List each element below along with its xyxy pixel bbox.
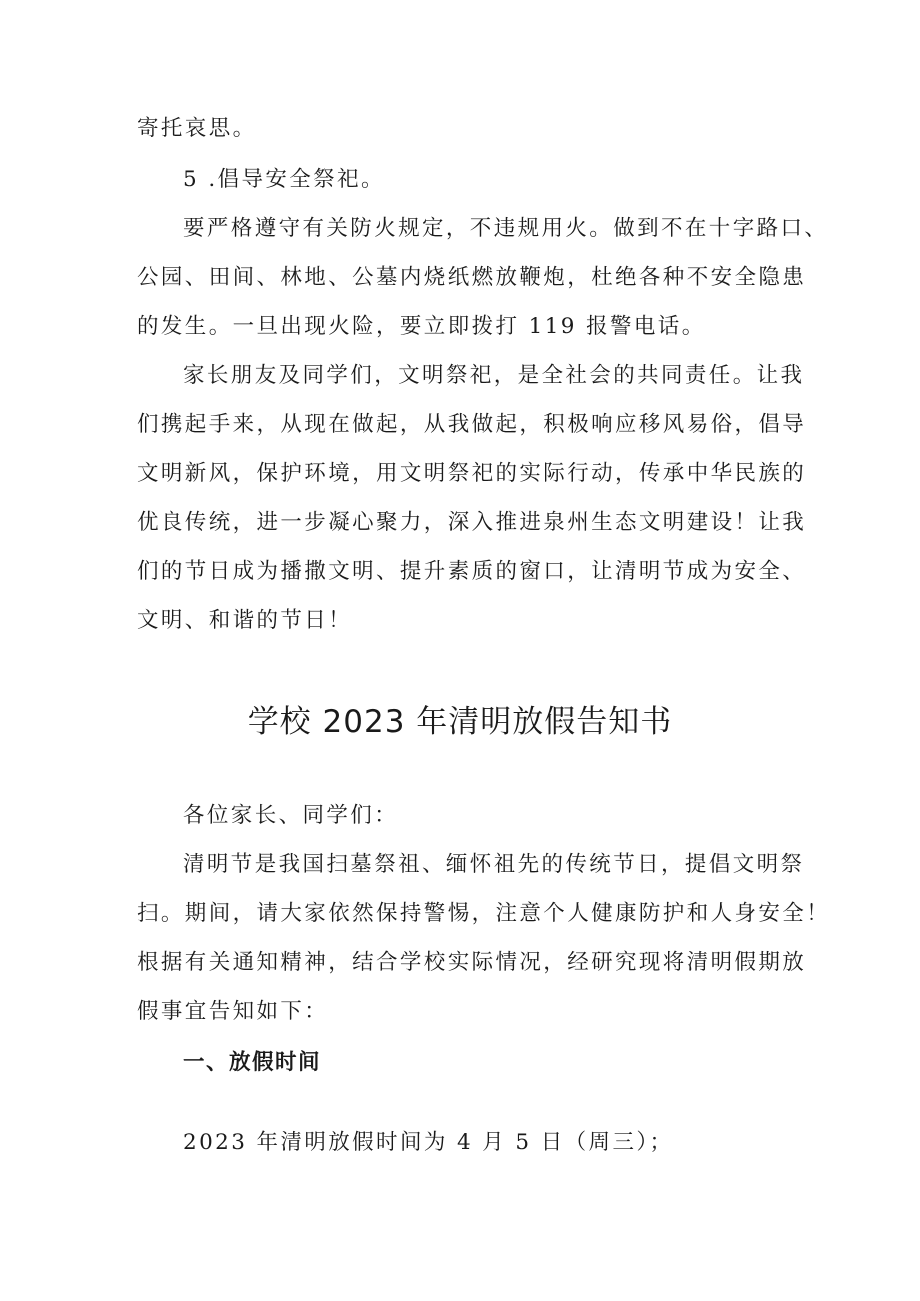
- text-line: 要严格遵守有关防火规定，不违规用火。做到不在十字路口、: [183, 216, 829, 241]
- text-line: 文明新风，保护环境，用文明祭祀的实际行动，传承中华民族的: [137, 461, 807, 486]
- text-line: 根据有关通知精神，结合学校实际情况，经研究现将清明假期放: [137, 950, 807, 975]
- list-item-heading: 5 .倡导安全祭祀。: [183, 167, 385, 192]
- section-heading: 一、放假时间: [183, 1050, 322, 1075]
- text-line: 们携起手来，从现在做起，从我做起，积极响应移风易俗，倡导: [137, 412, 807, 437]
- text-line: 假事宜告知如下：: [137, 999, 329, 1024]
- text-line: 2023 年清明放假时间为 4 月 5 日（周三）；: [183, 1130, 674, 1155]
- text-line: 文明、和谐的节日！: [137, 608, 353, 633]
- text-line: 家长朋友及同学们，文明祭祀，是全社会的共同责任。让我: [183, 363, 805, 388]
- text-line: 的发生。一旦出现火险，要立即拨打 119 报警电话。: [137, 314, 706, 339]
- text-line: 扫。期间，请大家依然保持警惕，注意个人健康防护和人身安全！: [137, 901, 831, 926]
- text-line: 公园、田间、林地、公墓内烧纸燃放鞭炮，杜绝各种不安全隐患: [137, 265, 807, 290]
- text-line: 寄托哀思。: [137, 116, 257, 141]
- text-line: 优良传统，进一步凝心聚力，深入推进泉州生态文明建设！让我: [137, 510, 807, 535]
- greeting: 各位家长、同学们：: [183, 803, 399, 828]
- text-line: 们的节日成为播撒文明、提升素质的窗口，让清明节成为安全、: [137, 559, 807, 584]
- page-title: 学校 2023 年清明放假告知书: [247, 704, 673, 740]
- text-line: 清明节是我国扫墓祭祖、缅怀祖先的传统节日，提倡文明祭: [183, 852, 805, 877]
